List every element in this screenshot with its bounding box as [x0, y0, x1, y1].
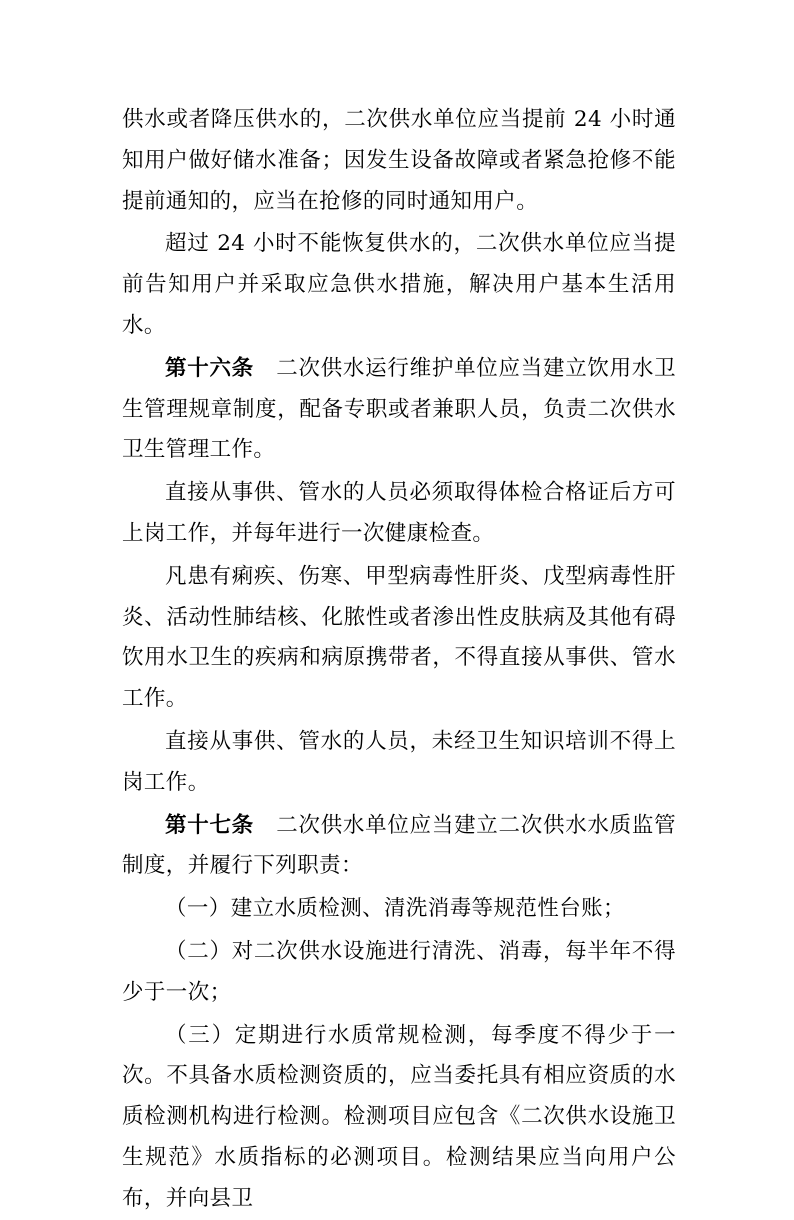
article-paragraph [122, 806, 676, 888]
paragraph: 直接从事供、管水的人员必须取得体检合格证后方可上岗工作，并每年进行一次健康检查。 [122, 480, 676, 546]
list-item: （二）对二次供水设施进行清洗、消毒，每半年不得少于一次； [122, 938, 676, 1005]
article-number: 第十七条 [165, 812, 254, 838]
article-number: 第十六条 [165, 355, 254, 381]
article-text: 二次供水运行维护单位应当建立饮用水卫生管理规章制度，配备专职或者兼职人员，负责二次供水卫生管理工作。 [122, 355, 677, 463]
paragraph-continuation: 供水或者降压供水的，二次供水单位应当提前 24 小时通知用户做好储水准备；因发生设备故障或者紧急抢修不能提前通知的，应当在抢修的同时通知用户。 [122, 107, 676, 214]
article-paragraph [122, 349, 676, 471]
paragraph: 凡患有痢疾、伤寒、甲型病毒性肝炎、戊型病毒性肝炎、活动性肺结核、化脓性或者渗出性皮肤病及其他有碍饮用水卫生的疾病和病原携带者，不得直接从事供、管水工作。 [122, 563, 676, 712]
list-item: （三）定期进行水质常规检测，每季度不得少于一次。不具备水质检测资质的，应当委托具有相应资质的水质检测机构进行检测。检测项目应包含《二次供水设施卫生规范》水质指标的必测项目。检测结果应当向用户公布，并向县卫 [122, 1022, 676, 1211]
article-text: 二次供水单位应当建立二次供水水质监管制度，并履行下列职责： [122, 812, 677, 879]
list-item: （一）建立水质检测、清洗消毒等规范性台账； [165, 896, 625, 922]
paragraph: 超过 24 小时不能恢复供水的，二次供水单位应当提前告知用户并采取应急供水措施，解决用户基本生活用水。 [122, 231, 676, 338]
paragraph: 直接从事供、管水的人员，未经卫生知识培训不得上岗工作。 [122, 728, 676, 795]
